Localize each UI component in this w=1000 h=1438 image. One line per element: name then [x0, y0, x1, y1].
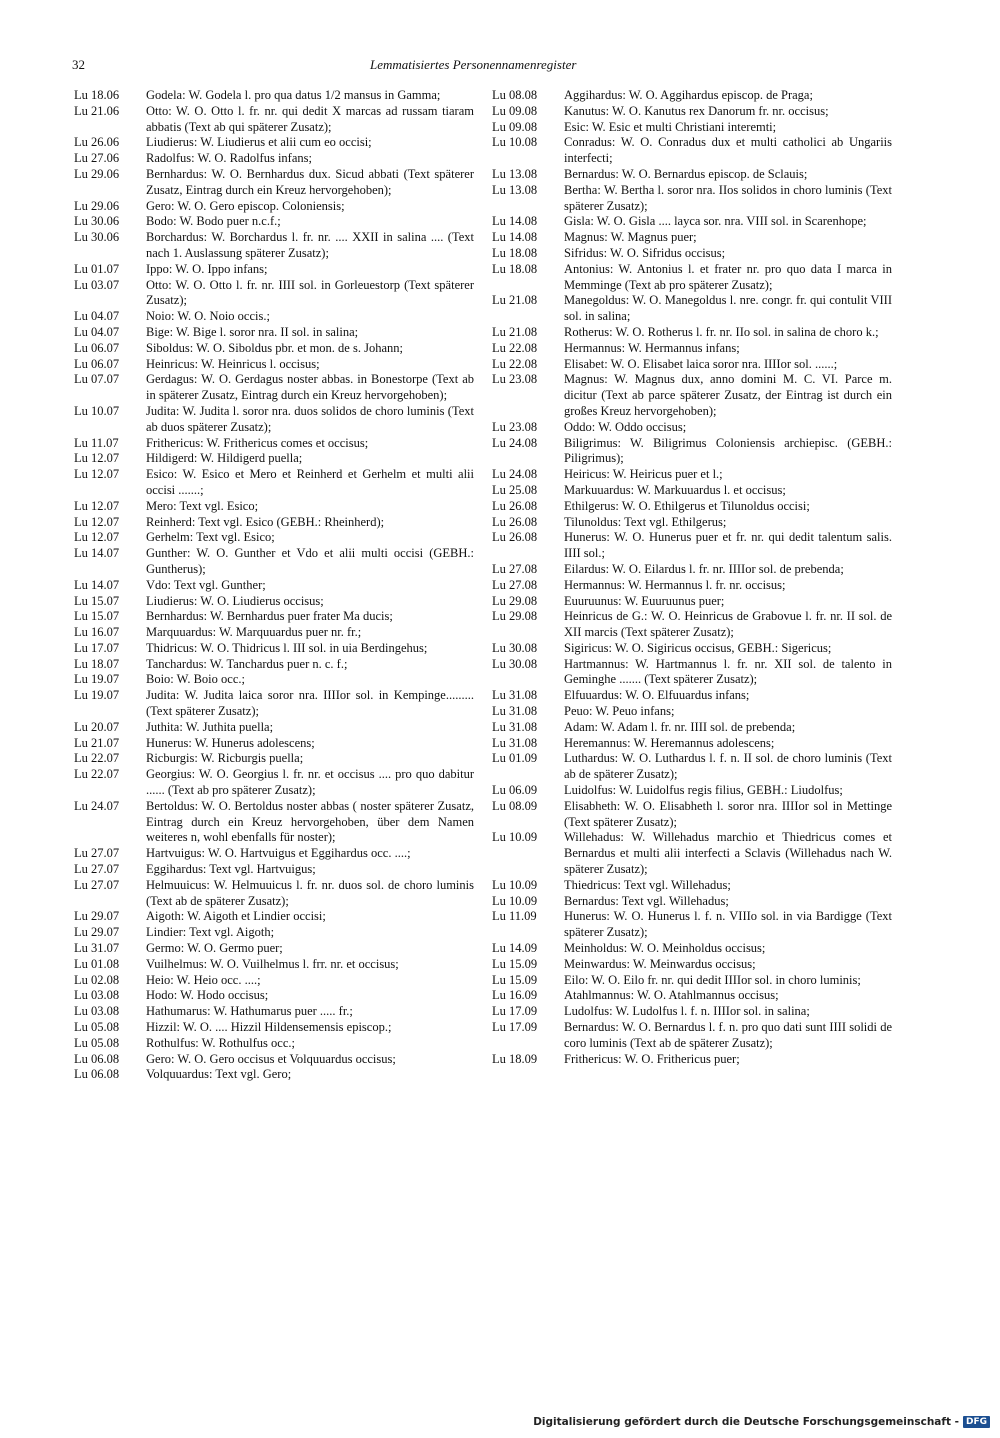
- entry-date: Lu 09.08: [492, 103, 538, 118]
- entry-text: Meinholdus: W. O. Meinholdus occisus;: [564, 941, 766, 956]
- entry-text: Ippo: W. O. Ippo infans;: [146, 261, 268, 276]
- register-entry: [74, 862, 474, 878]
- entry-text: Manegoldus: W. O. Manegoldus l. nre. congr. fr. qui contulit VIII sol. in salina;: [564, 293, 892, 324]
- register-entry: [74, 751, 474, 767]
- left-column: [74, 88, 474, 1083]
- entry-text: Meinwardus: W. Meinwardus occisus;: [564, 956, 756, 971]
- entry-date: Lu 11.07: [74, 435, 119, 450]
- entry-date: Lu 30.08: [492, 640, 538, 655]
- entry-text: Eilardus: W. O. Eilardus l. fr. nr. IIIIor sol. de prebenda;: [564, 561, 844, 576]
- entry-date: Lu 15.07: [74, 593, 120, 608]
- entry-text: Magnus: W. Magnus puer;: [564, 230, 697, 245]
- entry-text: Magnus: W. Magnus dux, anno domini M. C. VI. Parce m. dicitur (Text ab parce späterer Zusatz, der Eintrag ist durch ein großes Kreuz hervorgehoben);: [564, 372, 892, 418]
- entry-date: Lu 27.07: [74, 862, 120, 877]
- entry-date: Lu 10.07: [74, 403, 120, 418]
- entry-date: Lu 07.07: [74, 372, 120, 387]
- entry-text: Liudierus: W. Liudierus et alii cum eo occisi;: [146, 135, 372, 150]
- entry-text: Godela: W. Godela l. pro qua datus 1/2 mansus in Gamma;: [146, 88, 441, 102]
- entry-text: Hartvuigus: W. O. Hartvuigus et Eggihardus occ. ....;: [146, 846, 411, 861]
- entry-date: Lu 10.08: [492, 135, 538, 150]
- register-entry: [74, 878, 474, 910]
- register-entry: [492, 609, 892, 641]
- entry-date: Lu 06.08: [74, 1067, 120, 1082]
- entry-text: Bernhardus: W. O. Bernhardus dux. Sicud abbati (Text späterer Zusatz, Eintrag durch ein Kreuz hervorgehoben);: [146, 166, 474, 197]
- register-entry: [492, 341, 892, 357]
- entry-date: Lu 13.08: [492, 182, 538, 197]
- entry-date: Lu 27.06: [74, 151, 120, 166]
- entry-date: Lu 21.08: [492, 324, 538, 339]
- entry-date: Lu 29.08: [492, 609, 538, 624]
- register-entry: [492, 515, 892, 531]
- entry-date: Lu 12.07: [74, 530, 120, 545]
- register-entry: [74, 1036, 474, 1052]
- register-entry: [492, 530, 892, 562]
- register-entry: [492, 104, 892, 120]
- entry-date: Lu 03.08: [74, 1004, 120, 1019]
- register-entry: [74, 957, 474, 973]
- entry-text: Bertha: W. Bertha l. soror nra. IIos solidos in choro luminis (Text späterer Zusatz);: [564, 182, 892, 213]
- entry-text: Hunerus: W. O. Hunerus puer et fr. nr. qui dedit talentum salis. IIII sol.;: [564, 530, 892, 561]
- entry-text: Judita: W. Judita laica soror nra. IIIIor sol. in Kempinge......... (Text späterer Zusatz);: [146, 688, 474, 719]
- entry-date: Lu 27.08: [492, 561, 538, 576]
- entry-text: Georgius: W. O. Georgius l. fr. nr. et occisus .... pro quo dabitur ...... (Text ab pro späterer Zusatz);: [146, 767, 474, 798]
- entry-text: Tanchardus: W. Tanchardus puer n. c. f.;: [146, 656, 348, 671]
- entry-date: Lu 10.09: [492, 893, 538, 908]
- register-entry: [74, 515, 474, 531]
- register-entry: [74, 357, 474, 373]
- register-entry: [492, 830, 892, 877]
- register-entry: [74, 262, 474, 278]
- entry-text: Gero: W. O. Gero episcop. Coloniensis;: [146, 198, 345, 213]
- entry-date: Lu 01.07: [74, 261, 120, 276]
- register-entry: [74, 594, 474, 610]
- register-entry: [74, 988, 474, 1004]
- entry-text: Hermannus: W. Hermannus l. fr. nr. occisus;: [564, 577, 786, 592]
- entry-text: Bertoldus: W. O. Bertoldus noster abbas ( noster späterer Zusatz, Eintrag durch ein Kreuz hervorgehoben, über dem Namen weiteres n, wohl ebenfalls für noster);: [146, 798, 474, 845]
- entry-date: Lu 29.08: [492, 593, 538, 608]
- register-entry: [74, 372, 474, 404]
- entry-text: Bernhardus: W. Bernhardus puer frater Ma ducis;: [146, 609, 393, 624]
- entry-text: Atahlmannus: W. O. Atahlmannus occisus;: [564, 988, 779, 1003]
- entry-text: Elisabet: W. O. Elisabet laica soror nra. IIIIor sol. ......;: [564, 356, 838, 371]
- entry-text: Bernardus: W. O. Bernardus episcop. de Sclauis;: [564, 166, 808, 181]
- register-entry: [492, 135, 892, 167]
- entry-text: Biligrimus: W. Biligrimus Coloniensis archiepisc. (GEBH.: Piligrimus);: [564, 435, 892, 466]
- register-entry: [492, 483, 892, 499]
- register-entry: [74, 578, 474, 594]
- entry-text: Reinherd: Text vgl. Esico (GEBH.: Rheinherd);: [146, 514, 385, 529]
- register-entry: [492, 1020, 892, 1052]
- register-entry: [492, 973, 892, 989]
- entry-text: Conradus: W. O. Conradus dux et multi catholici ab Ungariis interfecti;: [564, 135, 892, 166]
- register-entry: [492, 420, 892, 436]
- entry-date: Lu 21.08: [492, 293, 538, 308]
- entry-text: Elisabheth: W. O. Elisabheth l. soror nra. IIIIor sol in Mettinge (Text späterer Zusatz);: [564, 798, 892, 829]
- entry-date: Lu 30.08: [492, 656, 538, 671]
- entry-date: Lu 14.07: [74, 546, 120, 561]
- register-entry: [492, 594, 892, 610]
- register-entry: [74, 1004, 474, 1020]
- entry-text: Ludolfus: W. Ludolfus l. f. n. IIIIor sol. in salina;: [564, 1004, 810, 1019]
- entry-date: Lu 12.07: [74, 498, 120, 513]
- register-entry: [74, 325, 474, 341]
- entry-text: Sifridus: W. O. Sifridus occisus;: [564, 245, 726, 260]
- dfg-logo: DFG: [963, 1416, 990, 1428]
- register-entry: [492, 167, 892, 183]
- entry-date: Lu 27.07: [74, 877, 120, 892]
- entry-date: Lu 05.08: [74, 1035, 120, 1050]
- entry-date: Lu 22.08: [492, 356, 538, 371]
- entry-text: Rothulfus: W. Rothulfus occ.;: [146, 1035, 295, 1050]
- entry-date: Lu 24.07: [74, 798, 120, 813]
- entry-text: Gero: W. O. Gero occisus et Volquuardus occisus;: [146, 1051, 396, 1066]
- entry-text: Germo: W. O. Germo puer;: [146, 941, 283, 956]
- entry-date: Lu 29.06: [74, 198, 120, 213]
- entry-date: Lu 09.08: [492, 119, 538, 134]
- register-entry: [492, 736, 892, 752]
- entry-text: Eggihardus: Text vgl. Hartvuigus;: [146, 862, 316, 877]
- register-entry: [74, 436, 474, 452]
- entry-text: Peuo: W. Peuo infans;: [564, 704, 675, 719]
- register-entry: [492, 688, 892, 704]
- entry-text: Vdo: Text vgl. Gunther;: [146, 577, 266, 592]
- entry-text: Frithericus: W. Frithericus comes et occisus;: [146, 435, 369, 450]
- register-entry: [492, 467, 892, 483]
- entry-text: Siboldus: W. O. Siboldus pbr. et mon. de s. Johann;: [146, 340, 403, 355]
- entry-text: Liudierus: W. O. Liudierus occisus;: [146, 593, 324, 608]
- register-entry: [74, 672, 474, 688]
- right-column: [492, 88, 892, 1067]
- entry-date: Lu 14.08: [492, 214, 538, 229]
- register-entry: [74, 767, 474, 799]
- entry-date: Lu 21.07: [74, 735, 120, 750]
- register-entry: [492, 657, 892, 689]
- entry-date: Lu 30.06: [74, 230, 120, 245]
- entry-date: Lu 08.08: [492, 88, 538, 102]
- entry-text: Hartmannus: W. Hartmannus l. fr. nr. XII sol. de talento in Geminghe ....... (Text späterer Zusatz);: [564, 656, 892, 687]
- entry-text: Noio: W. O. Noio occis.;: [146, 309, 270, 324]
- register-entry: [492, 1004, 892, 1020]
- entry-date: Lu 29.06: [74, 166, 120, 181]
- register-entry: [492, 720, 892, 736]
- entry-date: Lu 18.06: [74, 88, 120, 102]
- entry-date: Lu 06.08: [74, 1051, 120, 1066]
- entry-text: Bige: W. Bige l. soror nra. II sol. in salina;: [146, 324, 359, 339]
- entry-date: Lu 31.08: [492, 719, 538, 734]
- footer-credit: [533, 1416, 990, 1428]
- entry-text: Helmuuicus: W. Helmuuicus l. fr. nr. duos sol. de choro luminis (Text ab de späterer Zusatz);: [146, 877, 474, 908]
- register-entry: [74, 925, 474, 941]
- entry-text: Mero: Text vgl. Esico;: [146, 498, 259, 513]
- register-entry: [492, 246, 892, 262]
- entry-text: Esico: W. Esico et Mero et Reinherd et Gerhelm et multi alii occisi .......;: [146, 467, 474, 497]
- entry-text: Kanutus: W. O. Kanutus rex Danorum fr. nr. occisus;: [564, 103, 829, 118]
- register-entry: [492, 372, 892, 419]
- register-entry: [74, 941, 474, 957]
- register-entry: [74, 104, 474, 136]
- entry-date: Lu 22.07: [74, 751, 120, 766]
- entry-date: Lu 31.08: [492, 704, 538, 719]
- register-entry: [74, 973, 474, 989]
- entry-date: Lu 23.08: [492, 419, 538, 434]
- register-entry: [492, 878, 892, 894]
- entry-date: Lu 22.08: [492, 340, 538, 355]
- register-entry: [492, 357, 892, 373]
- entry-text: Gunther: W. O. Gunther et Vdo et alii multi occisi (GEBH.: Guntherus);: [146, 546, 474, 576]
- entry-date: Lu 01.09: [492, 751, 538, 766]
- entry-date: Lu 06.09: [492, 783, 538, 798]
- register-entry: [74, 1067, 474, 1083]
- entry-text: Hathumarus: W. Hathumarus puer ..... fr.;: [146, 1004, 353, 1019]
- register-entry: [74, 167, 474, 199]
- entry-text: Aigoth: W. Aigoth et Lindier occisi;: [146, 909, 326, 924]
- entry-text: Heio: W. Heio occ. ....;: [146, 972, 261, 987]
- entry-date: Lu 19.07: [74, 688, 120, 703]
- entry-date: Lu 04.07: [74, 309, 120, 324]
- entry-date: Lu 01.08: [74, 956, 120, 971]
- register-entry: [74, 657, 474, 673]
- entry-text: Adam: W. Adam l. fr. nr. IIII sol. de prebenda;: [564, 719, 796, 734]
- entry-date: Lu 29.07: [74, 909, 120, 924]
- entry-date: Lu 22.07: [74, 767, 120, 782]
- entry-date: Lu 05.08: [74, 1020, 120, 1035]
- register-entry: [74, 909, 474, 925]
- footer-credit-text: Digitalisierung gefördert durch die Deutsche Forschungsgemeinschaft -: [533, 1416, 959, 1428]
- entry-text: Bodo: W. Bodo puer n.c.f.;: [146, 214, 281, 229]
- entry-text: Volquuardus: Text vgl. Gero;: [146, 1067, 292, 1082]
- entry-text: Markuuardus: W. Markuuardus l. et occisus;: [564, 482, 786, 497]
- entry-text: Vuilhelmus: W. O. Vuilhelmus l. frr. nr. et occisus;: [146, 956, 399, 971]
- entry-text: Eilo: W. O. Eilo fr. nr. qui dedit IIIIor sol. in choro luminis;: [564, 972, 861, 987]
- register-entry: [74, 609, 474, 625]
- register-entry: [74, 309, 474, 325]
- register-entry: [492, 783, 892, 799]
- entry-date: Lu 04.07: [74, 324, 120, 339]
- entry-date: Lu 29.07: [74, 925, 120, 940]
- entry-date: Lu 21.06: [74, 103, 120, 118]
- entry-text: Aggihardus: W. O. Aggihardus episcop. de Praga;: [564, 88, 813, 102]
- entry-text: Marquuardus: W. Marquuardus puer nr. fr.;: [146, 625, 362, 640]
- register-entry: [74, 278, 474, 310]
- register-entry: [492, 1052, 892, 1068]
- entry-text: Rotherus: W. O. Rotherus l. fr. nr. IIo sol. in salina de choro k.;: [564, 324, 879, 339]
- register-entry: [74, 199, 474, 215]
- entry-date: Lu 14.09: [492, 941, 538, 956]
- entry-date: Lu 24.08: [492, 435, 538, 450]
- entry-text: Judita: W. Judita l. soror nra. duos solidos de choro luminis (Text ab duos späterer Zusatz);: [146, 403, 474, 434]
- entry-text: Gerhelm: Text vgl. Esico;: [146, 530, 275, 545]
- register-entry: [492, 799, 892, 831]
- entry-text: Gerdagus: W. O. Gerdagus noster abbas. in Bonestorpe (Text ab in späterer Zusatz, Eintrag durch ein Kreuz hervorgehoben);: [146, 372, 474, 403]
- register-entry: [492, 325, 892, 341]
- register-entry: [74, 625, 474, 641]
- entry-date: Lu 26.08: [492, 530, 538, 545]
- entry-date: Lu 10.09: [492, 830, 538, 845]
- entry-text: Heremannus: W. Heremannus adolescens;: [564, 735, 775, 750]
- entry-date: Lu 24.08: [492, 467, 538, 482]
- entry-text: Willehadus: W. Willehadus marchio et Thiedricus comes et Bernardus et multi alii interfecti a Sclavis (Willehadus nach W. späterer Zusatz);: [564, 830, 892, 877]
- entry-date: Lu 18.09: [492, 1051, 538, 1066]
- register-entry: [74, 1052, 474, 1068]
- register-entry: [492, 499, 892, 515]
- register-entry: [492, 578, 892, 594]
- entry-text: Elfuuardus: W. O. Elfuuardus infans;: [564, 688, 750, 703]
- register-entry: [492, 641, 892, 657]
- entry-text: Heinricus: W. Heinricus l. occisus;: [146, 356, 320, 371]
- entry-text: Hermannus: W. Hermannus infans;: [564, 340, 740, 355]
- entry-text: Bernardus: W. O. Bernardus l. f. n. pro quo dati sunt IIII solidi de coro luminis (Text ab de späterer Zusatz);: [564, 1020, 892, 1050]
- register-entry: [492, 751, 892, 783]
- entry-text: Antonius: W. Antonius l. et frater nr. pro quo data I marca in Memminge (Text ab pro späterer Zusatz);: [564, 261, 892, 292]
- entry-date: Lu 25.08: [492, 482, 538, 497]
- entry-date: Lu 17.09: [492, 1020, 538, 1035]
- register-entry: [74, 467, 474, 499]
- entry-date: Lu 15.09: [492, 956, 538, 971]
- register-entry: [492, 909, 892, 941]
- register-entry: [74, 641, 474, 657]
- entry-text: Bernardus: Text vgl. Willehadus;: [564, 893, 729, 908]
- entry-text: Euuruunus: W. Euuruunus puer;: [564, 593, 725, 608]
- entry-date: Lu 03.07: [74, 277, 120, 292]
- entry-text: Tilunoldus: Text vgl. Ethilgerus;: [564, 514, 727, 529]
- entry-date: Lu 13.08: [492, 166, 538, 181]
- entry-date: Lu 10.09: [492, 877, 538, 892]
- register-entry: [74, 214, 474, 230]
- entry-date: Lu 26.06: [74, 135, 120, 150]
- entry-date: Lu 31.08: [492, 688, 538, 703]
- register-entry: [74, 230, 474, 262]
- entry-text: Sigiricus: W. O. Sigiricus occisus, GEBH.: Sigericus;: [564, 640, 832, 655]
- register-entry: [492, 88, 892, 104]
- entry-date: Lu 27.08: [492, 577, 538, 592]
- entry-date: Lu 18.08: [492, 261, 538, 276]
- register-entry: [492, 894, 892, 910]
- entry-date: Lu 18.08: [492, 245, 538, 260]
- entry-date: Lu 14.07: [74, 577, 120, 592]
- entry-text: Luthardus: W. O. Luthardus l. f. n. II sol. de choro luminis (Text ab de späterer Zusatz);: [564, 751, 892, 782]
- register-entry: [74, 1020, 474, 1036]
- entry-date: Lu 26.08: [492, 498, 538, 513]
- register-entry: [492, 562, 892, 578]
- entry-text: Hunerus: W. Hunerus adolescens;: [146, 735, 315, 750]
- register-entry: [74, 530, 474, 546]
- entry-date: Lu 18.07: [74, 656, 120, 671]
- register-entry: [492, 214, 892, 230]
- entry-text: Hunerus: W. O. Hunerus l. f. n. VIIIo sol. in via Bardigge (Text späterer Zusatz);: [564, 909, 892, 940]
- register-entry: [74, 499, 474, 515]
- entry-text: Juthita: W. Juthita puella;: [146, 719, 274, 734]
- entry-date: Lu 03.08: [74, 988, 120, 1003]
- register-entry: [492, 988, 892, 1004]
- register-entry: [492, 183, 892, 215]
- entry-date: Lu 12.07: [74, 451, 120, 466]
- entry-date: Lu 17.07: [74, 640, 120, 655]
- entry-text: Gisla: W. O. Gisla .... layca sor. nra. VIII sol. in Scarenhope;: [564, 214, 867, 229]
- register-entry: [492, 941, 892, 957]
- entry-date: Lu 26.08: [492, 514, 538, 529]
- register-entry: [492, 704, 892, 720]
- entry-text: Boio: W. Boio occ.;: [146, 672, 245, 687]
- register-entry: [74, 135, 474, 151]
- register-entry: [492, 230, 892, 246]
- entry-date: Lu 02.08: [74, 972, 120, 987]
- page-header: [72, 57, 928, 77]
- entry-date: Lu 11.09: [492, 909, 537, 924]
- entry-date: Lu 19.07: [74, 672, 120, 687]
- register-entry: [492, 436, 892, 468]
- entry-text: Ricburgis: W. Ricburgis puella;: [146, 751, 304, 766]
- entry-text: Ethilgerus: W. O. Ethilgerus et Tilunoldus occisi;: [564, 498, 810, 513]
- register-entry: [74, 404, 474, 436]
- register-entry: [74, 846, 474, 862]
- entry-text: Hizzil: W. O. .... Hizzil Hildensemensis episcop.;: [146, 1020, 392, 1035]
- page-number: 32: [72, 57, 85, 72]
- register-entry: [74, 451, 474, 467]
- entry-date: Lu 31.08: [492, 735, 538, 750]
- register-entry: [74, 688, 474, 720]
- entry-text: Heinricus de G.: W. O. Heinricus de Grabovue l. fr. nr. II sol. de XII marcis (Text späterer Zusatz);: [564, 609, 892, 640]
- entry-text: Borchardus: W. Borchardus l. fr. nr. .... XXII in salina .... (Text nach 1. Auslassung späterer Zusatz);: [146, 230, 474, 260]
- register-entry: [74, 151, 474, 167]
- entry-date: Lu 20.07: [74, 719, 120, 734]
- entry-text: Heiricus: W. Heiricus puer et l.;: [564, 467, 723, 482]
- entry-text: Hildigerd: W. Hildigerd puella;: [146, 451, 303, 466]
- entry-text: Oddo: W. Oddo occisus;: [564, 419, 687, 434]
- register-entry: [492, 120, 892, 136]
- entry-date: Lu 08.09: [492, 798, 538, 813]
- register-entry: [74, 88, 474, 104]
- entry-date: Lu 16.07: [74, 625, 120, 640]
- entry-date: Lu 15.09: [492, 972, 538, 987]
- register-entry: [74, 736, 474, 752]
- entry-text: Luidolfus: W. Luidolfus regis filius, GEBH.: Liudolfus;: [564, 783, 843, 798]
- entry-text: Hodo: W. Hodo occisus;: [146, 988, 269, 1003]
- entry-date: Lu 12.07: [74, 514, 120, 529]
- register-entry: [74, 720, 474, 736]
- entry-text: Lindier: Text vgl. Aigoth;: [146, 925, 275, 940]
- entry-date: Lu 12.07: [74, 467, 120, 482]
- entry-text: Radolfus: W. O. Radolfus infans;: [146, 151, 312, 166]
- register-entry: [492, 293, 892, 325]
- entry-date: Lu 06.07: [74, 356, 120, 371]
- entry-date: Lu 16.09: [492, 988, 538, 1003]
- entry-text: Frithericus: W. O. Frithericus puer;: [564, 1051, 740, 1066]
- register-entry: [492, 957, 892, 973]
- entry-date: Lu 15.07: [74, 609, 120, 624]
- entry-date: Lu 17.09: [492, 1004, 538, 1019]
- entry-date: Lu 23.08: [492, 372, 538, 387]
- entry-date: Lu 14.08: [492, 230, 538, 245]
- entry-text: Otto: W. O. Otto l. fr. nr. IIII sol. in Gorleuestorp (Text späterer Zusatz);: [146, 277, 474, 308]
- running-title: Lemmatisiertes Personennamenregister: [370, 57, 577, 72]
- entry-text: Esic: W. Esic et multi Christiani interemti;: [564, 119, 777, 134]
- register-entry: [74, 799, 474, 846]
- entry-date: Lu 31.07: [74, 941, 120, 956]
- register-entry: [74, 546, 474, 578]
- entry-text: Thidricus: W. O. Thidricus l. III sol. in uia Berdingehus;: [146, 640, 428, 655]
- entry-text: Otto: W. O. Otto l. fr. nr. qui dedit X marcas ad russam tiaram abbatis (Text ab qui späterer Zusatz);: [146, 103, 474, 134]
- entry-date: Lu 30.06: [74, 214, 120, 229]
- entry-date: Lu 06.07: [74, 340, 120, 355]
- entry-text: Thiedricus: Text vgl. Willehadus;: [564, 877, 731, 892]
- register-entry: [74, 341, 474, 357]
- register-entry: [492, 262, 892, 294]
- entry-date: Lu 27.07: [74, 846, 120, 861]
